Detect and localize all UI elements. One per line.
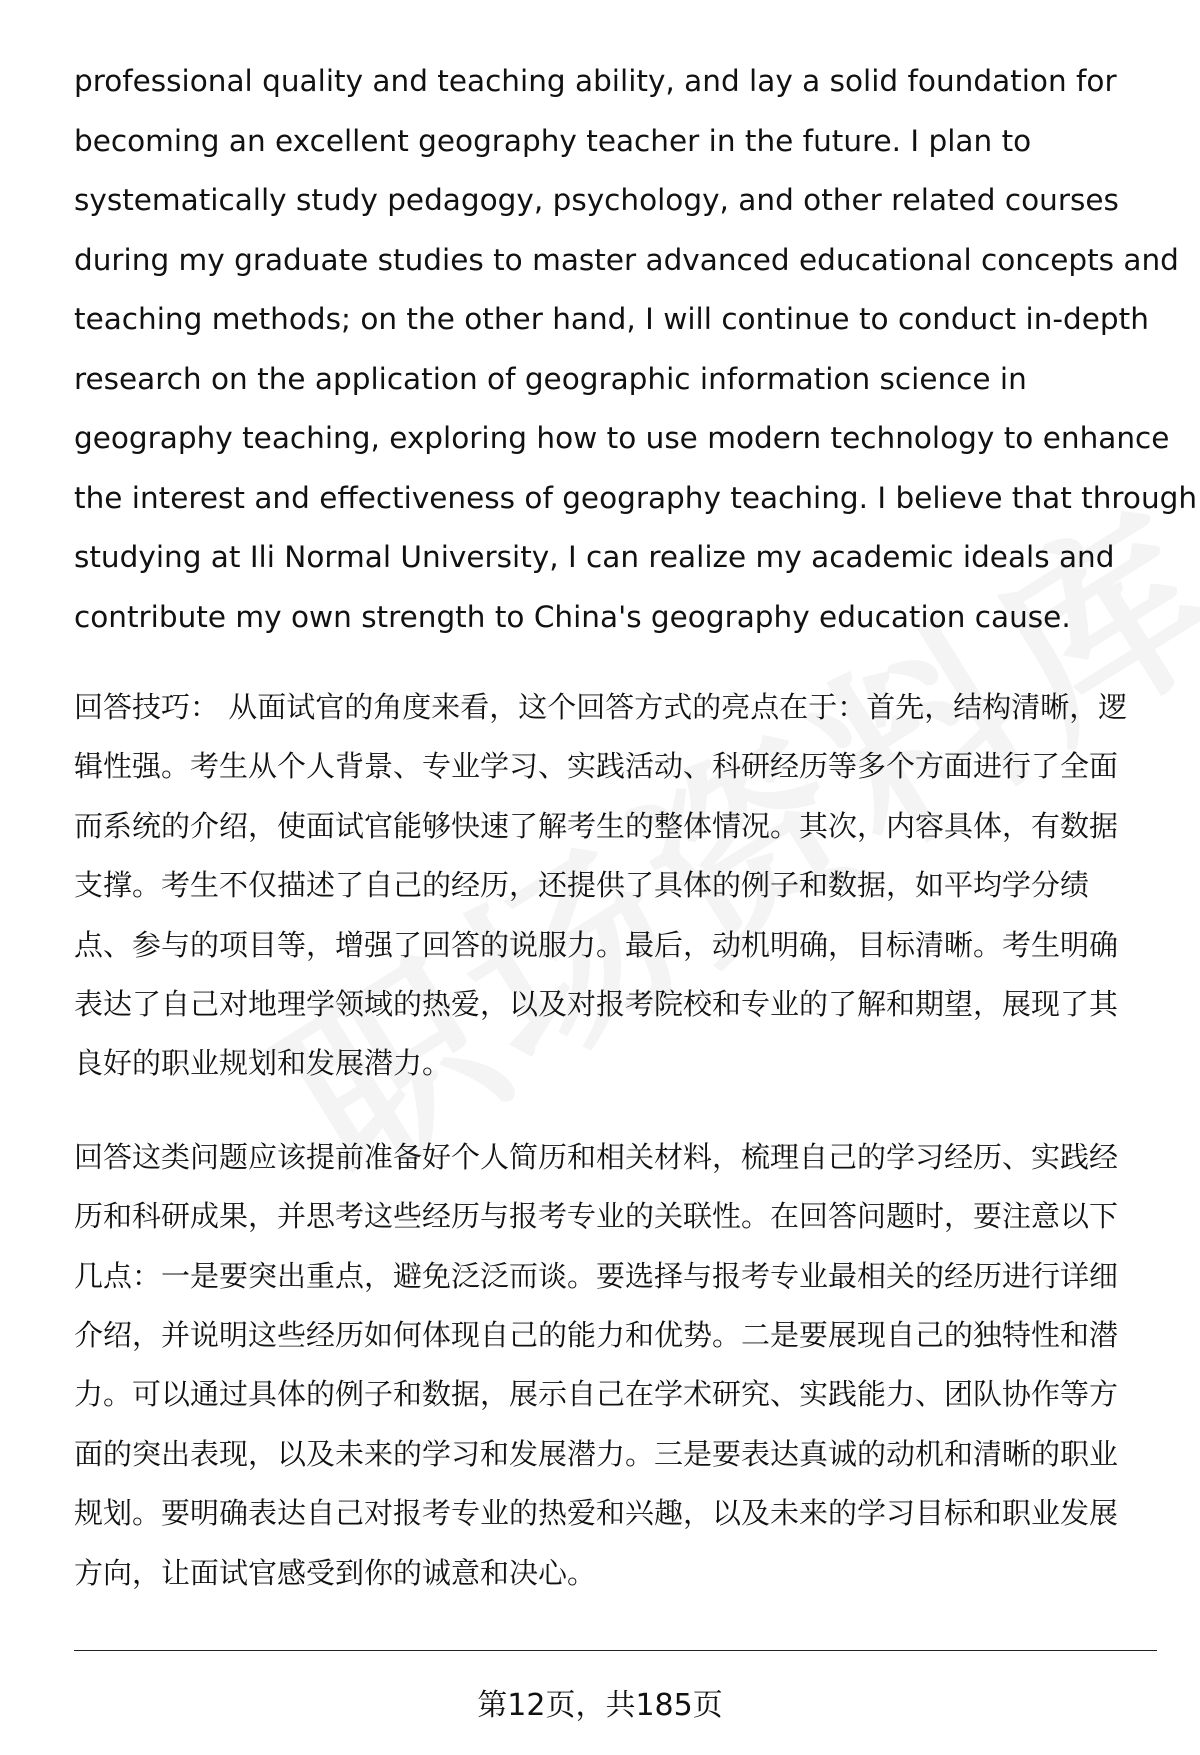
document-body [74, 52, 1198, 1603]
text-line: 方向，让面试官感受到你的诚意和决心。 [74, 1555, 597, 1590]
text-line: 规划。要明确表达自己对报考专业的热爱和兴趣，以及未来的学习目标和职业发展 [74, 1496, 1119, 1531]
text-line: 表达了自己对地理学领域的热爱，以及对报考院校和专业的了解和期望，展现了其 [74, 987, 1119, 1022]
text-line: 介绍，并说明这些经历如何体现自己的能力和优势。二是要展现自己的独特性和潜 [74, 1318, 1119, 1353]
text-line: geography teaching, exploring how to use modern technology to enhance [74, 421, 1170, 455]
text-line: 点、参与的项目等，增强了回答的说服力。最后，动机明确，目标清晰。考生明确 [74, 927, 1119, 962]
text-line: research on the application of geographic information science in [74, 361, 1027, 396]
text-line: 几点：一是要突出重点，避免泛泛而谈。要选择与报考专业最相关的经历进行详细 [74, 1258, 1119, 1293]
text-line: studying at Ili Normal University, I can realize my academic ideals and [74, 540, 1115, 574]
english-paragraph [74, 52, 1198, 647]
text-line: 力。可以通过具体的例子和数据，展示自己在学术研究、实践能力、团队协作等方 [74, 1377, 1119, 1412]
text-line: the interest and effectiveness of geography teaching. I believe that through [74, 480, 1198, 515]
text-line: during my graduate studies to master advanced educational concepts and [74, 242, 1179, 277]
text-line: contribute my own strength to China's geography education cause. [74, 599, 1071, 634]
text-line: systematically study pedagogy, psychology, and other related courses [74, 183, 1119, 217]
text-line: teaching methods; on the other hand, I will continue to conduct in-depth [74, 302, 1149, 336]
footer-divider [74, 1650, 1157, 1651]
text-line: 历和科研成果，并思考这些经历与报考专业的关联性。在回答问题时，要注意以下 [74, 1199, 1119, 1234]
text-line: becoming an excellent geography teacher in the future. I plan to [74, 123, 1032, 158]
advice-paragraph [74, 1128, 1164, 1603]
text-line: 良好的职业规划和发展潜力。 [74, 1046, 452, 1081]
text-line: 而系统的介绍，使面试官能够快速了解考生的整体情况。其次，内容具体，有数据 [74, 808, 1119, 843]
text-line: 回答这类问题应该提前准备好个人简历和相关材料，梳理自己的学习经历、实践经 [74, 1139, 1119, 1174]
page-number: 第12页，共185页 [477, 1688, 723, 1723]
text-line: 面的突出表现，以及未来的学习和发展潜力。三是要表达真诚的动机和清晰的职业 [74, 1436, 1119, 1471]
text-line: 支撑。考生不仅描述了自己的经历，还提供了具体的例子和数据，如平均学分绩 [74, 868, 1090, 903]
text-line: professional quality and teaching ability, and lay a solid foundation for [74, 64, 1117, 98]
text-line: 回答技巧： 从面试官的角度来看，这个回答方式的亮点在于：首先，结构清晰，逻 [74, 690, 1128, 724]
text-line: 辑性强。考生从个人背景、专业学习、实践活动、科研经历等多个方面进行了全面 [74, 749, 1119, 784]
answer-tips-paragraph [74, 678, 1164, 1094]
